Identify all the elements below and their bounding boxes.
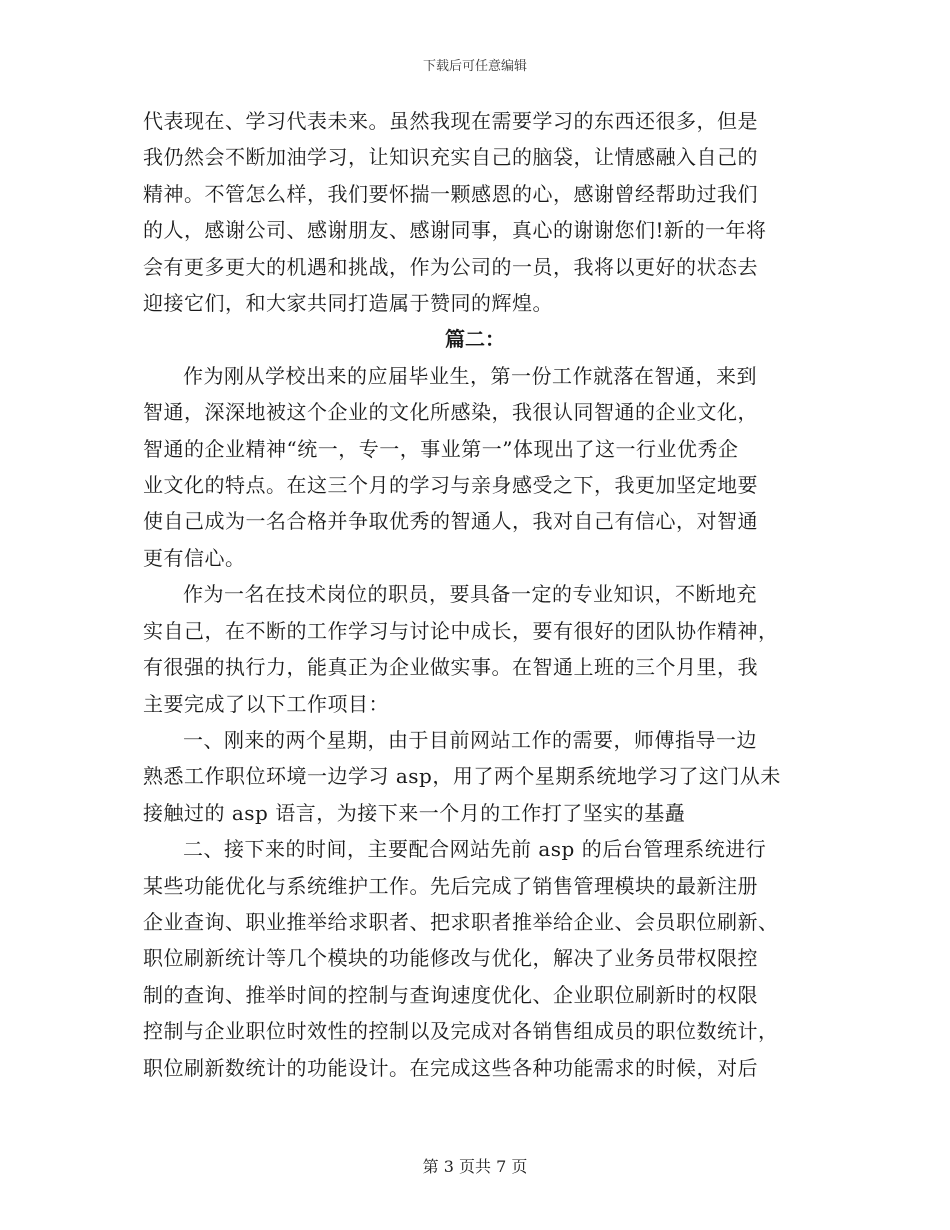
- text-line: 企业查询、职业推举给求职者、把求职者推举给企业、会员职位刷新、: [143, 909, 779, 934]
- paragraph-2: [143, 358, 807, 576]
- section-title: 篇二：: [445, 327, 505, 352]
- text-line: 智通的企业精神“统一，专一，事业第一”体现出了这一行业优秀企: [143, 436, 739, 461]
- text-line: 实自己，在不断的工作学习与讨论中成长，要有很好的团队协作精神，: [143, 618, 779, 643]
- paragraph-4: [143, 722, 807, 831]
- text-line: 智通，深深地被这个企业的文化所感染，我很认同智通的企业文化，: [143, 400, 758, 425]
- text-line: 使自己成为一名合格并争取优秀的智通人，我对自己有信心，对智通: [143, 509, 758, 534]
- text-line: 二、接下来的时间，主要配合网站先前 asp 的后台管理系统进行: [183, 837, 767, 862]
- text-line: 有很强的执行力，能真正为企业做实事。在智通上班的三个月里，我: [143, 655, 758, 680]
- document-body: [143, 103, 807, 1086]
- paragraph-3: [143, 576, 807, 722]
- text-line: 职位刷新数统计的功能设计。在完成这些各种功能需求的时候，对后: [143, 1055, 758, 1080]
- text-line: 的人，感谢公司、感谢朋友、感谢同事，真心的谢谢您们!新的一年将: [143, 218, 767, 243]
- text-line: 制的查询、推举时间的控制与查询速度优化、企业职位刷新时的权限: [143, 982, 758, 1007]
- text-line: 业文化的特点。在这三个月的学习与亲身感受之下，我更加坚定地要: [143, 473, 758, 498]
- page-header: 下载后可任意编辑: [422, 59, 527, 74]
- paragraph-1: [143, 103, 807, 321]
- text-line: 代表现在、学习代表未来。虽然我现在需要学习的东西还很多，但是: [143, 109, 758, 133]
- page-footer: 第 3 页共 7 页: [422, 1157, 528, 1176]
- text-line: 会有更多更大的机遇和挑战，作为公司的一员，我将以更好的状态去: [143, 254, 758, 279]
- text-line: 我仍然会不断加油学习，让知识充实自己的脑袋，让情感融入自己的: [143, 145, 758, 170]
- text-line: 接触过的 asp 语言，为接下来一个月的工作打了坚实的基矗: [143, 800, 686, 825]
- text-line: 一、刚来的两个星期，由于目前网站工作的需要，师傅指导一边: [183, 727, 757, 752]
- text-line: 作为刚从学校出来的应届毕业生，第一份工作就落在智通，来到: [183, 363, 757, 388]
- text-line: 主要完成了以下工作项目：: [143, 691, 389, 716]
- text-line: 更有信心。: [143, 545, 246, 570]
- text-line: 某些功能优化与系统维护工作。先后完成了销售管理模块的最新注册: [143, 873, 758, 898]
- text-line: 精神。不管怎么样，我们要怀揣一颗感恩的心，感谢曾经帮助过我们: [143, 181, 758, 206]
- text-line: 熟悉工作职位环境一边学习 asp，用了两个星期系统地学习了这门从未: [143, 764, 781, 789]
- text-line: 控制与企业职位时效性的控制以及完成对各销售组成员的职位数统计，: [143, 1019, 779, 1044]
- paragraph-5: [143, 831, 807, 1086]
- text-line: 作为一名在技术岗位的职员，要具备一定的专业知识，不断地充: [183, 582, 757, 607]
- text-line: 职位刷新统计等几个模块的功能修改与优化，解决了业务员带权限控: [143, 946, 758, 971]
- text-line: 迎接它们，和大家共同打造属于赞同的辉煌。: [143, 291, 553, 316]
